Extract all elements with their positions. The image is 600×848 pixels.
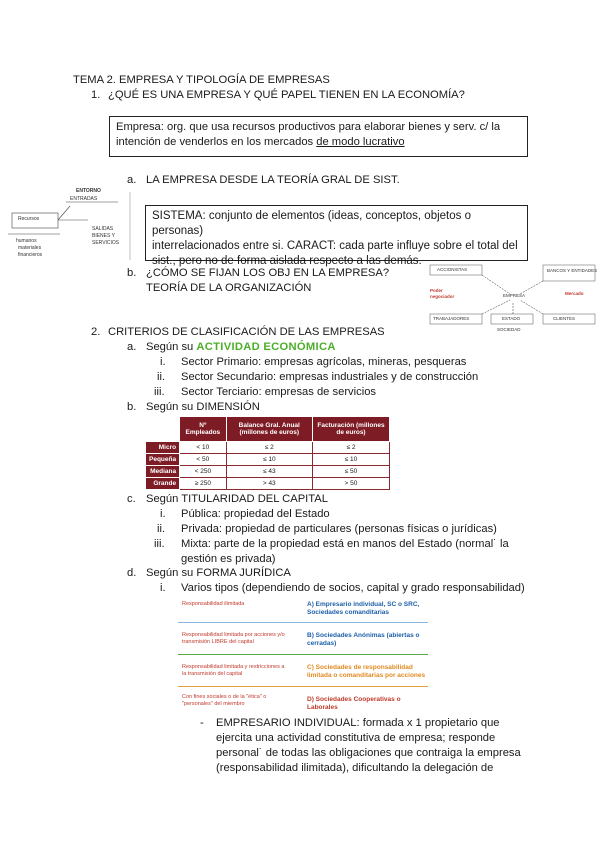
- criterion-d-heading: Según su FORMA JURÍDICA: [146, 567, 291, 579]
- table-cell: > 43: [226, 478, 312, 490]
- section-1-heading: ¿QUÉ ES UNA EMPRESA Y QUÉ PAPEL TIENEN EN LA ECONOMÍA?: [108, 89, 465, 101]
- diagram-label-humanos: humanos: [16, 238, 37, 244]
- stakeholder-diagram: [425, 262, 600, 334]
- table-header: Balance Gral. Anual (millones de euros): [226, 417, 312, 442]
- diagram-label-entradas: ENTRADAS: [70, 196, 98, 202]
- table-header: Nº Empleados: [180, 417, 226, 442]
- activity-item-2: Sector Secundario: empresas industriales y de construcción: [181, 371, 479, 383]
- table-header-row: [146, 417, 390, 442]
- dimension-table: [145, 416, 390, 490]
- activity-item-3-number: iii.: [154, 386, 165, 398]
- fj-right-4: D) Sociedades Cooperativas o Laborales: [307, 696, 401, 711]
- subsection-b-line-2: TEORÍA DE LA ORGANIZACIÓN: [146, 282, 312, 294]
- fj-left-3: Responsabilidad limitada y restricciones a la transmisión del capital: [182, 664, 285, 677]
- table-cell: > 50: [312, 478, 389, 490]
- table-row-header: Grande: [146, 478, 180, 490]
- diagram-label-salidas: SALIDAS: [92, 226, 114, 232]
- diagram-label-materiales: materiales: [18, 245, 42, 251]
- subsection-a-number: a.: [127, 174, 137, 186]
- table-row-header: Micro: [146, 442, 180, 454]
- subsection-a-heading: LA EMPRESA DESDE LA TEORÍA GRAL DE SIST.: [146, 174, 400, 186]
- diagram-label-financieros: financieros: [18, 252, 43, 258]
- org-label-negociador: negociador: [430, 294, 455, 299]
- fj-left-2: Responsabilidad limitada por acciones y/o transmisión LIBRE del capital: [182, 632, 285, 645]
- table-row: [146, 442, 390, 454]
- subsection-b-line-1: ¿CÓMO SE FIJAN LOS OBJ EN LA EMPRESA?: [146, 267, 390, 279]
- table-cell: ≤ 10: [312, 454, 389, 466]
- section-2-number: 2.: [91, 326, 101, 338]
- org-label-empresa: EMPRESA: [503, 293, 526, 298]
- table-row: [146, 478, 390, 490]
- section-2-heading: CRITERIOS DE CLASIFICACIÓN DE LAS EMPRESAS: [108, 326, 385, 338]
- sistema-line-1: SISTEMA: conjunto de elementos (ideas, conceptos, objetos o personas): [152, 210, 471, 237]
- diagram-label-bienes: BIENES Y: [92, 233, 115, 239]
- criterion-d-number: d.: [127, 567, 137, 579]
- ei-line-2: ejercita una actividad constitutiva de empresa; responde: [216, 732, 496, 744]
- table-row-header: Mediana: [146, 466, 180, 478]
- org-label-clientes: CLIENTES: [553, 316, 576, 321]
- table-cell: ≥ 250: [180, 478, 226, 490]
- activity-item-2-number: ii.: [157, 371, 166, 383]
- bullet-dash: -: [200, 717, 204, 729]
- section-1-number: 1.: [91, 89, 101, 101]
- capital-item-3-number: iii.: [154, 538, 165, 550]
- capital-item-2-number: ii.: [157, 523, 166, 535]
- subsection-b-number: b.: [127, 267, 137, 279]
- diagram-label-entorno: ENTORNO: [76, 188, 101, 194]
- capital-item-2: Privada: propiedad de particulares (personas físicas o jurídicas): [181, 523, 497, 535]
- org-label-bancos: BANCOS Y ENTIDADES: [547, 268, 598, 273]
- criterion-a-number: a.: [127, 341, 137, 353]
- definition-underline: de modo lucrativo: [316, 136, 405, 148]
- table-row: [146, 466, 390, 478]
- ei-line-3: personal˙ de todas las obligaciones que contraiga la empresa: [216, 747, 521, 759]
- fj-divider: [178, 686, 428, 687]
- table-cell: < 250: [180, 466, 226, 478]
- table-cell: ≤ 2: [312, 442, 389, 454]
- activity-item-1: Sector Primario: empresas agrícolas, mineras, pesqueras: [181, 356, 467, 368]
- empresa-definition-box: [109, 116, 528, 157]
- sistema-line-2: interrelacionados entre si. CARACT: cada parte influye sobre el total del: [152, 240, 518, 252]
- criterion-b-heading: Según su DIMENSIÓN: [146, 401, 260, 413]
- ei-line-4: (responsabilidad ilimitada), dificultando la delegación de: [216, 762, 494, 774]
- org-label-accionistas: ACCIONISTAS: [437, 267, 468, 272]
- table-row: [146, 454, 390, 466]
- sistema-line-3: sist., pero no de forma aislada respecto a las demás.: [152, 255, 422, 267]
- ei-line-1: EMPRESARIO INDIVIDUAL: formada x 1 propietario que: [216, 717, 500, 729]
- capital-item-1: Pública: propiedad del Estado: [181, 508, 330, 520]
- org-label-estado: ESTADO: [502, 316, 521, 321]
- definition-line-2: intención de venderlos en los mercados de modo lucrativo: [116, 136, 405, 148]
- capital-item-3-continuation: gestión es privada): [181, 553, 276, 565]
- table-header-empty: [146, 417, 180, 442]
- org-label-trabajadores: TRABAJADORES: [433, 316, 470, 321]
- activity-item-1-number: i.: [160, 356, 166, 368]
- diagram-label-recursos: Recursos: [18, 216, 40, 222]
- org-label-sociedad: SOCIEDAD: [497, 327, 521, 332]
- table-cell: < 10: [180, 442, 226, 454]
- fj-divider: [178, 654, 428, 655]
- system-diagram: [0, 188, 140, 263]
- org-label-poder: Poder: [430, 288, 443, 293]
- table-cell: ≤ 43: [226, 466, 312, 478]
- criterion-b-number: b.: [127, 401, 137, 413]
- table-header: Facturación (millones de euros): [312, 417, 389, 442]
- table-cell: < 50: [180, 454, 226, 466]
- org-label-mercado: Mercado: [565, 291, 584, 296]
- table-cell: ≤ 2: [226, 442, 312, 454]
- criterion-c-number: c.: [127, 493, 136, 505]
- capital-item-3: Mixta: parte de la propiedad está en manos del Estado (normal˙ la: [181, 538, 509, 550]
- forma-juridica-item: Varios tipos (dependiendo de socios, capital y grado responsabilidad): [181, 582, 525, 594]
- definition-line-1: Empresa: org. que usa recursos productivos para elaborar bienes y serv. c/ la: [116, 121, 501, 133]
- fj-right-1: A) Empresario individual, SC o SRC, Sociedades comanditarias: [307, 601, 420, 616]
- fj-right-2: B) Sociedades Anónimas (abiertas o cerradas): [307, 632, 420, 647]
- criterion-c-heading: Según TITULARIDAD DEL CAPITAL: [146, 493, 328, 505]
- forma-juridica-item-number: i.: [160, 582, 166, 594]
- table-cell: ≤ 10: [226, 454, 312, 466]
- fj-left-4: Con fines sociales o de la "ética" o "personales" del miembro: [182, 694, 267, 707]
- fj-right-3: C) Sociedades de responsabilidad limitada o comanditarias por acciones: [307, 664, 426, 679]
- table-row-header: Pequeña: [146, 454, 180, 466]
- table-cell: ≤ 50: [312, 466, 389, 478]
- fj-divider: [178, 622, 428, 623]
- actividad-economica-highlight: ACTIVIDAD ECONÓMICA: [196, 341, 336, 353]
- page-title: TEMA 2. EMPRESA Y TIPOLOGÍA DE EMPRESAS: [73, 74, 330, 86]
- capital-item-1-number: i.: [160, 508, 166, 520]
- criterion-a-heading: Según su ACTIVIDAD ECONÓMICA: [146, 341, 336, 353]
- activity-item-3: Sector Terciario: empresas de servicios: [181, 386, 377, 398]
- sistema-definition-box: [145, 205, 528, 267]
- diagram-label-servicios: SERVICIOS: [92, 240, 120, 246]
- fj-left-1: Responsabilidad ilimitada: [182, 601, 245, 607]
